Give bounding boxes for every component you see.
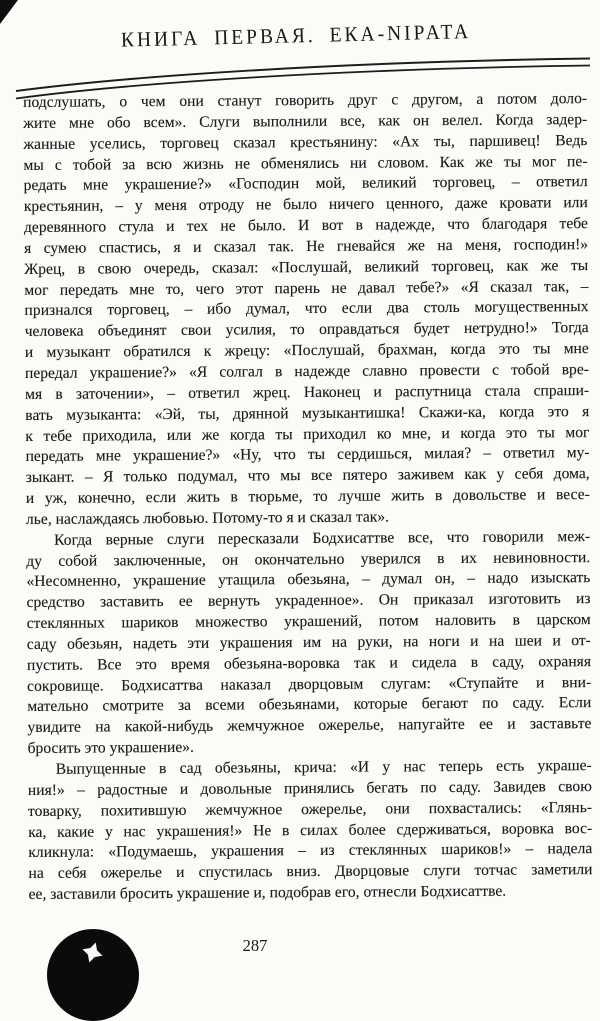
text-line: бросить это украшение». — [27, 738, 194, 758]
text-line: Жрец, в свою очередь, сказал: «Послушай, великий торговец, как же ты — [24, 256, 589, 278]
text-line: стеклянных шариков множество украшений, потом наловить в царском — [26, 611, 591, 633]
text-line: вать музыканта: «Эй, ты, дрянной музыкантишка! Скажи-ка, когда это я — [25, 402, 590, 424]
text-line: жанные уселись, торговец сказал крестьянину: «Ах ты, паршивец! Ведь — [23, 131, 588, 153]
text-line: «Несомненно, украшение утащила обезьяна, – думал он, – надо изыскать — [26, 569, 591, 591]
text-line: средство заставить ее вернуть украденное». Он приказал изготовить из — [26, 590, 591, 612]
text-line: мог передать мне то, чего этот парень не давал тебе?» «Я сказал так, – — [24, 277, 589, 299]
text-line: увидите на какой-нибудь жемчужное ожерелье, напугайте ее и заставьте — [27, 715, 592, 737]
scan-corner-triangle-icon — [0, 0, 18, 24]
text-line: передал украшение?» «Я солгал в надежде славно провести с тобой вре- — [24, 361, 590, 382]
text-line: передать мне украшение?» «Ну, что ты сердишься, милая? – ответил му- — [25, 444, 590, 466]
text-line: ду собой заключенные, он окончательно уверился в их невиновности. — [26, 548, 591, 570]
text-line: жите мне обо всем». Слуги выполнили все, как он велел. Когда задер- — [23, 110, 588, 132]
text-line: деревянного стула и тех не было. И вот в надежде, что благодаря тебе — [23, 215, 588, 237]
star-icon — [79, 939, 105, 965]
text-line: и уж, конечно, если жить в тюрьме, то лучше жить в довольстве и весе- — [25, 486, 590, 508]
text-line: Когда верные слуги пересказали Бодхисаттве все, что говорили меж- — [54, 527, 591, 549]
text-line: ка, какие у нас украшения!» Не в силах более сдерживаться, воровка вос- — [28, 819, 593, 841]
text-line: на себя ожерелье и спустилась вниз. Дворцовые слуги тотчас заметили — [28, 861, 593, 883]
text-line: к тебе приходила, или же когда ты приходил ко мне, и когда это ты мог — [25, 423, 590, 445]
text-line: лье, наслаждаясь любовью. Потому-то я и сказал так». — [25, 508, 390, 528]
text-line: товарку, похитившую жемчужное ожерелье, они похвастались: «Глянь- — [27, 798, 593, 820]
text-line: крестьянин, – у меня отроду не было ничего ценного, даже кровати или — [23, 194, 588, 216]
text-line: признался торговец, – ибо думал, что если два столь могущественных — [24, 298, 589, 320]
text-line: ния!» – радостные и довольные принялись бегать по саду. Завидев свою — [27, 777, 592, 799]
running-head: КНИГА ПЕРВАЯ. ЕКА-NIPATA — [120, 20, 472, 53]
text-line: сокровище. Бодхисаттва наказал дворцовым слугам: «Ступайте и вни- — [27, 673, 592, 695]
text-line: подслушать, о чем они станут говорить друг с другом, а потом доло- — [23, 90, 588, 111]
stamp-dome-ornament — [47, 929, 139, 1021]
text-line: Выпущенные в сад обезьяны, крича: «И у нас теперь есть украше- — [55, 757, 592, 778]
text-line: мательно смотрите за всеми обезьянами, которые бегают по саду. Если — [27, 694, 592, 716]
body-text — [23, 89, 593, 906]
text-line: человека объединят свои усилия, то оправдаться будет нетрудно!» Тогда — [24, 319, 589, 341]
text-line: мя в заточении», – ответил жрец. Наконец и распутница стала спраши- — [25, 381, 590, 403]
text-line: кликнула: «Подумаешь, украшения – из стеклянных шариков!» – надела — [28, 840, 593, 862]
text-line: редать мне украшение?» «Господин мой, великий торговец, – ответил — [23, 173, 588, 195]
page-number: 287 — [242, 936, 268, 955]
text-line: и музыкант обратился к жрецу: «Послушай, брахман, когда это ты мне — [24, 340, 589, 362]
text-line: зыкант. – Я только подумал, что мы все пятеро заживем как у себя дома, — [25, 465, 590, 487]
text-line: мы с тобой за всю жизнь не обменялись ни словом. Как же ты мог пе- — [23, 152, 588, 174]
text-line: я сумею спастись, я и сказал так. Не гневайся же на меня, господин!» — [24, 235, 589, 257]
text-line: пустить. Все это время обезьяна-воровка так и сидела в саду, охраняя — [26, 652, 592, 674]
text-line: саду обезьян, надеть эти украшения им на руки, на ноги и на шеи и от- — [26, 631, 591, 653]
text-line: ее, заставили бросить украшение и, подобрав его, отнесли Бодхисаттве. — [28, 882, 507, 904]
